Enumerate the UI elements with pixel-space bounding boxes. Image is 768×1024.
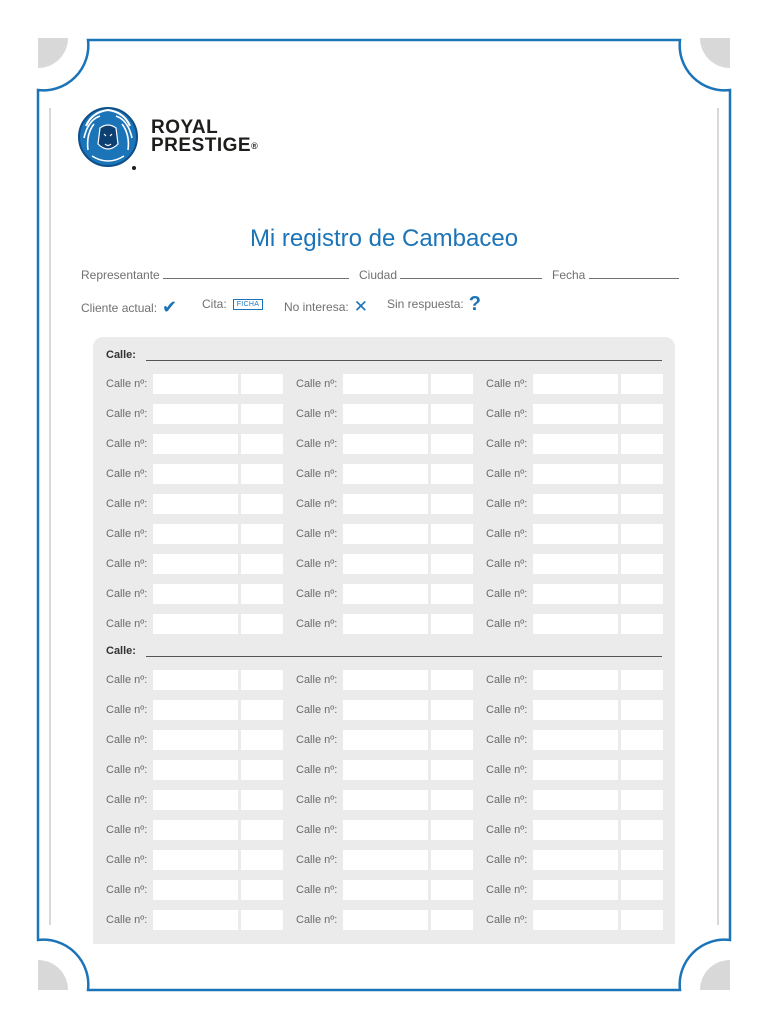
calle-numero-input[interactable]: [153, 820, 238, 840]
calle-numero-input[interactable]: [153, 554, 238, 574]
result-mark-input[interactable]: [431, 464, 473, 484]
calle-numero-label: Calle nº:: [296, 734, 338, 746]
calle-numero-input[interactable]: [533, 910, 618, 930]
result-mark-input[interactable]: [621, 670, 663, 690]
calle-numero-label: Calle nº:: [296, 824, 338, 836]
result-mark-input[interactable]: [621, 760, 663, 780]
calle-numero-label: Calle nº:: [486, 914, 528, 926]
calle-numero-input[interactable]: [153, 700, 238, 720]
calle-numero-input[interactable]: [533, 614, 618, 634]
calle-numero-input[interactable]: [533, 760, 618, 780]
calle-numero-label: Calle nº:: [106, 704, 148, 716]
result-mark-input[interactable]: [431, 670, 473, 690]
calle-numero-input[interactable]: [343, 434, 428, 454]
calle-row: [93, 613, 675, 635]
result-mark-input[interactable]: [241, 790, 283, 810]
result-mark-input[interactable]: [431, 614, 473, 634]
result-mark-input[interactable]: [621, 910, 663, 930]
calle-numero-input[interactable]: [153, 850, 238, 870]
calle-section-header: [106, 645, 662, 659]
result-mark-input[interactable]: [431, 760, 473, 780]
calle-numero-label: Calle nº:: [296, 914, 338, 926]
calle-numero-input[interactable]: [153, 670, 238, 690]
result-mark-input[interactable]: [241, 670, 283, 690]
calle-numero-label: Calle nº:: [486, 468, 528, 480]
calle-numero-label: Calle nº:: [296, 704, 338, 716]
fecha-field[interactable]: [552, 268, 679, 282]
calle-numero-label: Calle nº:: [486, 674, 528, 686]
calle-row: [93, 729, 675, 751]
calle-numero-label: Calle nº:: [486, 704, 528, 716]
calle-numero-input[interactable]: [343, 584, 428, 604]
calle-numero-input[interactable]: [343, 404, 428, 424]
calle-numero-label: Calle nº:: [106, 498, 148, 510]
result-mark-input[interactable]: [621, 730, 663, 750]
page-title: Mi registro de Cambaceo: [249, 225, 519, 252]
calle-numero-label: Calle nº:: [486, 408, 528, 420]
calle-row: [93, 463, 675, 485]
calle-numero-label: Calle nº:: [296, 378, 338, 390]
calle-numero-input[interactable]: [533, 850, 618, 870]
calle-numero-label: Calle nº:: [106, 528, 148, 540]
calle-row: [93, 553, 675, 575]
calle-numero-label: Calle nº:: [486, 498, 528, 510]
calle-numero-label: Calle nº:: [486, 528, 528, 540]
calle-numero-label: Calle nº:: [486, 854, 528, 866]
calle-numero-input[interactable]: [153, 464, 238, 484]
brand-line-2: PRESTIGE: [151, 135, 252, 156]
calle-numero-input[interactable]: [153, 880, 238, 900]
fecha-label: Fecha: [552, 268, 586, 282]
question-icon: ?: [468, 293, 481, 315]
result-mark-input[interactable]: [621, 850, 663, 870]
calle-numero-input[interactable]: [533, 880, 618, 900]
ficha-badge: FICHA: [233, 299, 264, 310]
calle-numero-label: Calle nº:: [296, 618, 338, 630]
calle-numero-input[interactable]: [153, 494, 238, 514]
calle-row: [93, 583, 675, 605]
calle-row: [93, 759, 675, 781]
calle-numero-input[interactable]: [153, 374, 238, 394]
calle-row: [93, 433, 675, 455]
result-mark-input[interactable]: [621, 880, 663, 900]
calle-numero-input[interactable]: [153, 790, 238, 810]
ciudad-label: Ciudad: [359, 268, 398, 282]
calle-numero-label: Calle nº:: [486, 618, 528, 630]
result-mark-input[interactable]: [241, 910, 283, 930]
calle-numero-label: Calle nº:: [106, 408, 148, 420]
result-mark-input[interactable]: [241, 614, 283, 634]
calle-numero-input[interactable]: [343, 700, 428, 720]
check-icon: ✔: [162, 297, 178, 317]
calle-numero-input[interactable]: [153, 524, 238, 544]
calle-row: [93, 879, 675, 901]
calle-numero-label: Calle nº:: [106, 764, 148, 776]
calle-numero-label: Calle nº:: [106, 854, 148, 866]
result-mark-input[interactable]: [621, 614, 663, 634]
result-mark-input[interactable]: [431, 700, 473, 720]
result-mark-input[interactable]: [621, 494, 663, 514]
fecha-line[interactable]: [589, 268, 679, 279]
result-mark-input[interactable]: [241, 374, 283, 394]
result-mark-input[interactable]: [431, 820, 473, 840]
calle-numero-input[interactable]: [343, 910, 428, 930]
calle-numero-input[interactable]: [533, 434, 618, 454]
calle-numero-label: Calle nº:: [486, 794, 528, 806]
calle-numero-input[interactable]: [343, 820, 428, 840]
calle-numero-label: Calle nº:: [296, 498, 338, 510]
result-mark-input[interactable]: [621, 524, 663, 544]
result-mark-input[interactable]: [241, 464, 283, 484]
calle-row: [93, 789, 675, 811]
result-mark-input[interactable]: [431, 850, 473, 870]
result-mark-input[interactable]: [431, 404, 473, 424]
cliente-actual-label: Cliente actual:: [81, 300, 158, 315]
calle-numero-label: Calle nº:: [106, 468, 148, 480]
calle-numero-input[interactable]: [343, 850, 428, 870]
calle-numero-label: Calle nº:: [486, 734, 528, 746]
calle-numero-label: Calle nº:: [106, 794, 148, 806]
calle-numero-label: Calle nº:: [296, 408, 338, 420]
calle-numero-input[interactable]: [343, 464, 428, 484]
representante-field[interactable]: [81, 268, 349, 282]
legend-sin-respuesta: [387, 293, 481, 315]
calle-numero-input[interactable]: [533, 524, 618, 544]
calle-numero-label: Calle nº:: [296, 588, 338, 600]
calle-section-label: Calle:: [106, 349, 136, 361]
calle-numero-input[interactable]: [153, 730, 238, 750]
calle-section-header: [106, 349, 662, 363]
registered-mark: ®: [251, 141, 259, 151]
calle-numero-label: Calle nº:: [106, 674, 148, 686]
calle-numero-input[interactable]: [153, 614, 238, 634]
calle-row: [93, 699, 675, 721]
calle-numero-label: Calle nº:: [296, 438, 338, 450]
calle-row: [93, 669, 675, 691]
calle-numero-input[interactable]: [533, 584, 618, 604]
calle-numero-input[interactable]: [533, 374, 618, 394]
calle-numero-input[interactable]: [533, 554, 618, 574]
calle-numero-input[interactable]: [343, 880, 428, 900]
calle-numero-label: Calle nº:: [106, 884, 148, 896]
calle-row: [93, 493, 675, 515]
calle-numero-label: Calle nº:: [486, 558, 528, 570]
result-mark-input[interactable]: [621, 790, 663, 810]
calle-numero-input[interactable]: [343, 790, 428, 810]
brand-line-1: ROYAL: [151, 117, 219, 138]
x-icon: ✕: [353, 297, 368, 316]
calle-numero-label: Calle nº:: [106, 618, 148, 630]
calle-numero-input[interactable]: [153, 584, 238, 604]
calle-numero-label: Calle nº:: [296, 468, 338, 480]
result-mark-input[interactable]: [431, 910, 473, 930]
calle-numero-input[interactable]: [153, 404, 238, 424]
legend-cita: [202, 297, 263, 311]
calle-numero-label: Calle nº:: [106, 438, 148, 450]
representante-label: Representante: [81, 268, 160, 282]
calle-numero-label: Calle nº:: [486, 764, 528, 776]
sin-respuesta-label: Sin respuesta:: [387, 297, 464, 311]
calle-section-line[interactable]: [146, 360, 662, 361]
calle-numero-label: Calle nº:: [296, 854, 338, 866]
result-mark-input[interactable]: [241, 850, 283, 870]
result-mark-input[interactable]: [431, 730, 473, 750]
legend-cliente-actual: [81, 297, 177, 318]
no-interesa-label: No interesa:: [284, 300, 349, 314]
result-mark-input[interactable]: [241, 760, 283, 780]
calle-numero-input[interactable]: [343, 374, 428, 394]
legend-no-interesa: [284, 297, 368, 317]
calle-numero-label: Calle nº:: [486, 588, 528, 600]
calle-numero-label: Calle nº:: [106, 558, 148, 570]
calle-section-line[interactable]: [146, 656, 662, 657]
calle-numero-input[interactable]: [343, 670, 428, 690]
calle-numero-label: Calle nº:: [296, 558, 338, 570]
calle-numero-input[interactable]: [343, 760, 428, 780]
representante-line[interactable]: [163, 268, 349, 279]
calle-row: [93, 909, 675, 931]
calle-row: [93, 403, 675, 425]
calle-numero-input[interactable]: [343, 524, 428, 544]
result-mark-input[interactable]: [621, 374, 663, 394]
calle-numero-input[interactable]: [343, 494, 428, 514]
calle-numero-label: Calle nº:: [296, 528, 338, 540]
calle-numero-input[interactable]: [153, 910, 238, 930]
ciudad-field[interactable]: [359, 268, 542, 282]
result-mark-input[interactable]: [241, 404, 283, 424]
calle-numero-input[interactable]: [153, 434, 238, 454]
result-mark-input[interactable]: [241, 524, 283, 544]
calle-numero-label: Calle nº:: [486, 884, 528, 896]
result-mark-input[interactable]: [621, 700, 663, 720]
calle-numero-label: Calle nº:: [296, 674, 338, 686]
calle-numero-input[interactable]: [343, 730, 428, 750]
calle-numero-label: Calle nº:: [106, 378, 148, 390]
calle-numero-label: Calle nº:: [486, 378, 528, 390]
calle-numero-input[interactable]: [343, 554, 428, 574]
result-mark-input[interactable]: [241, 584, 283, 604]
calle-numero-label: Calle nº:: [106, 588, 148, 600]
calle-numero-input[interactable]: [153, 760, 238, 780]
calle-numero-input[interactable]: [533, 700, 618, 720]
result-mark-input[interactable]: [241, 554, 283, 574]
calle-row: [93, 373, 675, 395]
calle-section-label: Calle:: [106, 645, 136, 657]
result-mark-input[interactable]: [621, 554, 663, 574]
calle-numero-label: Calle nº:: [106, 914, 148, 926]
calle-numero-input[interactable]: [533, 494, 618, 514]
calle-numero-label: Calle nº:: [106, 734, 148, 746]
result-mark-input[interactable]: [431, 434, 473, 454]
result-mark-input[interactable]: [431, 880, 473, 900]
result-mark-input[interactable]: [431, 494, 473, 514]
registro-grid-panel: [93, 337, 675, 944]
result-mark-input[interactable]: [621, 464, 663, 484]
calle-numero-input[interactable]: [533, 790, 618, 810]
ciudad-line[interactable]: [400, 268, 542, 279]
result-mark-input[interactable]: [431, 554, 473, 574]
result-mark-input[interactable]: [431, 790, 473, 810]
result-mark-input[interactable]: [621, 434, 663, 454]
calle-numero-label: Calle nº:: [486, 824, 528, 836]
result-mark-input[interactable]: [621, 584, 663, 604]
calle-numero-input[interactable]: [533, 730, 618, 750]
result-mark-input[interactable]: [241, 820, 283, 840]
result-mark-input[interactable]: [431, 584, 473, 604]
calle-row: [93, 819, 675, 841]
calle-numero-label: Calle nº:: [106, 824, 148, 836]
cita-label: Cita:: [202, 297, 227, 311]
result-mark-input[interactable]: [241, 880, 283, 900]
brand-name: [151, 119, 258, 155]
result-mark-input[interactable]: [241, 730, 283, 750]
calle-numero-label: Calle nº:: [296, 764, 338, 776]
result-mark-input[interactable]: [241, 700, 283, 720]
calle-numero-input[interactable]: [533, 670, 618, 690]
calle-numero-label: Calle nº:: [296, 884, 338, 896]
calle-numero-input[interactable]: [533, 404, 618, 424]
result-mark-input[interactable]: [431, 374, 473, 394]
calle-row: [93, 523, 675, 545]
result-mark-input[interactable]: [621, 820, 663, 840]
result-mark-input[interactable]: [621, 404, 663, 424]
calle-numero-input[interactable]: [343, 614, 428, 634]
royal-prestige-lion-logo-icon: [78, 106, 140, 172]
calle-numero-input[interactable]: [533, 464, 618, 484]
calle-row: [93, 849, 675, 871]
calle-numero-input[interactable]: [533, 820, 618, 840]
calle-numero-label: Calle nº:: [486, 438, 528, 450]
result-mark-input[interactable]: [241, 494, 283, 514]
calle-numero-label: Calle nº:: [296, 794, 338, 806]
result-mark-input[interactable]: [241, 434, 283, 454]
result-mark-input[interactable]: [431, 524, 473, 544]
